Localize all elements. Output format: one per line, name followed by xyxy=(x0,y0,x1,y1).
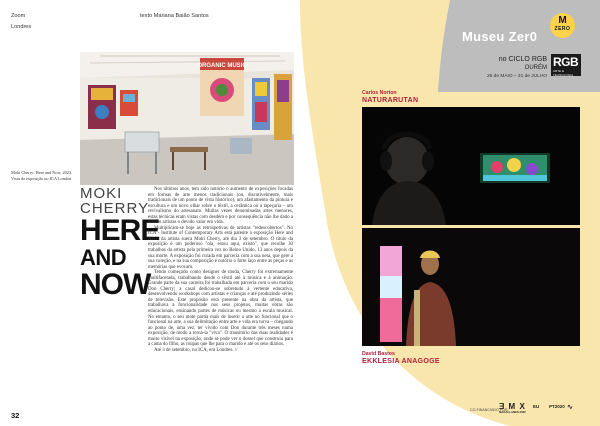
photo-caption: Moki Cherry: Here and Now, 2023. Vista da exposição no ICA London xyxy=(11,170,73,181)
right-page xyxy=(300,0,600,426)
sponsor-logo-wave-icon: ∿ xyxy=(567,404,573,411)
title-line-moki: MOKI xyxy=(80,185,123,202)
sponsor-logo-pt2020: PT2020 xyxy=(549,404,565,409)
paragraph: Multiplicam-se hoje as retrospetivas de artistas "redescobertos". No ICA - Institute of Contemporary Arts está patente a exposição Here and Now- da artista sueca Moki Cherry, até dia 3 de setembro. O título da exposição é um poderoso "ola, estou aqui, existo", que recolhe 30 trabalhos da artista pela primeira vez no Reino Unido, 13 anos depois da sua morte. A exposição foi curada em parceria com a sua neta, que gere a sua coleção, e na sua composição é notório o forte laço entre as peças e as memórias que evocam. xyxy=(148,225,293,270)
headphone-viewer-illustration xyxy=(362,107,580,225)
museum-name: Museu Zer0 xyxy=(462,29,538,44)
section-label: Zoom xyxy=(11,13,26,19)
light-column-illustration xyxy=(362,228,580,346)
sponsor-logo-main: Ǝ M X xyxy=(499,402,526,411)
artwork-title: NATURARUTAN xyxy=(362,97,419,104)
town-label: OURÉM xyxy=(524,65,547,71)
artist-name: David Bastos xyxy=(362,351,395,357)
author-byline: texto Mariana Baião Santos xyxy=(140,13,209,19)
sponsor-logo-main-sub: MAGALLANES 2022 xyxy=(499,410,526,414)
title-line-here: HERE xyxy=(80,214,160,247)
date-range: 26 de MAIO – 31 de JULHO xyxy=(487,74,547,79)
sponsor-logo-eu: EU xyxy=(533,404,540,409)
title-line-and: AND xyxy=(80,245,127,270)
cofinance-label: CO-FINANCIADO POR: xyxy=(470,408,509,412)
cycle-label: no CICLO RGB xyxy=(498,56,547,63)
page-number: 32 xyxy=(11,411,20,420)
section-sublabel: Londres xyxy=(11,24,32,30)
artist-name: Carlos Norton xyxy=(362,90,397,96)
article-title xyxy=(80,185,160,301)
article-body xyxy=(148,187,293,353)
sponsor-logos xyxy=(499,402,589,414)
rgb-logo: RGB ARTE E TECNOLOGIA xyxy=(551,54,581,76)
museum-logo: M ZERO xyxy=(550,13,575,38)
title-line-now: NOW xyxy=(80,268,151,301)
paragraph: Nos últimos anos, tem sido notório o aumento de exposições focadas em formas de arte menos tradicionais (ou, discutivelmente, mais tradicionais de um ponto de vista histórico), um afastamento da pintura e escultura e um novo olhar sobre o têxtil, a cerâmica ou a tapeçaria – um revivalismo do artesanato. Muitas vezes denominadas artes menores, estas técnicas eram vistas com desdém e por consequência não lhe dado a muitos artistas o devido valor em vida. xyxy=(148,187,293,226)
title-line-cherry: CHERRY xyxy=(80,200,150,217)
exhibition-photo xyxy=(80,52,294,185)
artwork-title: EKKLESIA ANAGOGE xyxy=(362,358,440,365)
paragraph: Tendo começado como designer de moda, Cherry foi extremamente multifacetada, trabalhando desde o têxtil até à música e à animação. Grande parte da sua carreira foi trabalhada em parceria com o seu marido Don Cherry; a casal dedicou-se sobretudo à vertente educativa, desenvolvendo workshops com artistas e crianças e até produzindo séries de televisão. Este propósito está presente na obra da artista, que trabalhava a funcionalidade nos seus projetos, muitas obras são educacionais, ensinando partes de músicas ou mesmo a escala musical. No entanto, o seu mote partia mais de inserir a arte no funcional que o funcional na arte, a sua delimitação entre arte e vida era turva – chegando ao ponto de, uma vez, ter vivido com Don durante três meses numa exposição, de modo a torná-la "viva". O transitório das duas realidades é muito visível na exposição, onde se pode ver o dossel que construiu para a cama do filho, as roupas que lhe para o marido e até os seus diários. xyxy=(148,270,293,348)
paragraph: Até 3 de setembro, no ICA, em Londres. // xyxy=(154,347,238,353)
gallery-view-illustration xyxy=(80,52,294,185)
artwork-photo-ekklesia-anagoge xyxy=(362,228,580,346)
artwork-photo-naturarutan xyxy=(362,107,580,225)
svg-text:ORGANIC MUSIC: ORGANIC MUSIC xyxy=(197,63,247,69)
